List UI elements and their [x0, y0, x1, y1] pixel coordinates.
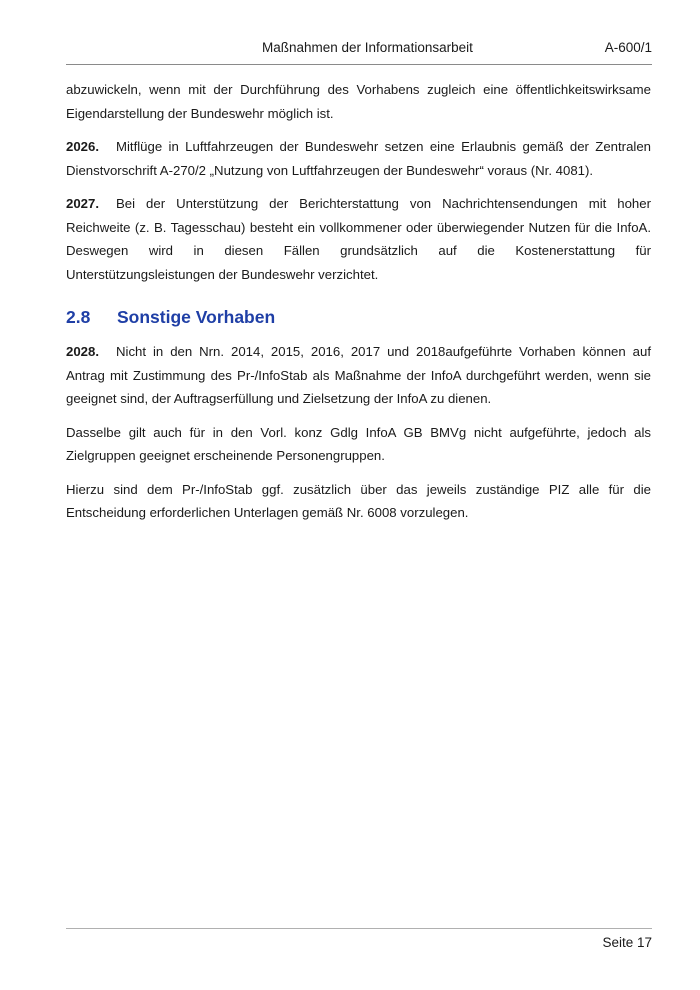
- header-title: Maßnahmen der Informationsarbeit: [262, 40, 473, 55]
- section-heading: [66, 305, 651, 329]
- paragraph-text: Hierzu sind dem Pr-/InfoStab ggf. zusätzlich über das jeweils zuständige PIZ alle für die Entscheidung erforderlichen Unterlagen gemäß Nr. 6008 vorzulegen.: [66, 481, 651, 520]
- paragraph-text: Nicht in den Nrn. 2014, 2015, 2016, 2017 und 2018aufgeführte Vorhaben können auf Antrag mit Zustimmung des Pr-/InfoStab als Maßnahme der InfoA durchgeführt werden, wenn sie geeignet sind, der Auftragserfüllung und Zielsetzung der InfoA zu dienen.: [66, 344, 651, 406]
- paragraph-number: 2028.: [66, 344, 100, 359]
- paragraph-text: Dasselbe gilt auch für in den Vorl. konz Gdlg InfoA GB BMVg nicht aufgeführte, jedoch als Zielgruppen geeignet erscheinende Personengruppen.: [66, 424, 651, 463]
- header-document-number: A-600/1: [604, 40, 652, 55]
- page-footer: [66, 928, 652, 950]
- paragraph-same-applies: [66, 421, 651, 468]
- page-header: [66, 38, 652, 65]
- paragraph-submission: [66, 478, 651, 525]
- document-body: [66, 78, 651, 535]
- paragraph-2028: [66, 340, 651, 411]
- paragraph-number: 2027.: [66, 196, 100, 211]
- paragraph-2026: [66, 135, 651, 182]
- paragraph-text: Mitflüge in Luftfahrzeugen der Bundeswehr setzen eine Erlaubnis gemäß der Zentralen Dienstvorschrift A-270/2 „Nutzung von Luftfahrzeugen der Bundeswehr“ voraus (Nr. 4081).: [66, 139, 651, 178]
- section-number: 2.8: [66, 307, 91, 327]
- paragraph-text: abzuwickeln, wenn mit der Durchführung des Vorhabens zugleich eine öffentlichkeitswirksame Eigendarstellung der Bundeswehr möglich ist.: [66, 82, 651, 121]
- page-number: Seite 17: [602, 935, 652, 950]
- section-title: Sonstige Vorhaben: [117, 307, 276, 327]
- paragraph-text: Bei der Unterstützung der Berichterstattung von Nachrichtensendungen mit hoher Reichweite (z. B. Tagesschau) besteht ein vollkommener oder überwiegender Nutzen für die InfoA. Deswegen wird in diesen Fällen grundsätzlich auf die Kostenerstattung für Unterstützungsleistungen der Bundeswehr verzichtet.: [66, 196, 651, 282]
- paragraph-continuation: [66, 78, 651, 125]
- paragraph-2027: [66, 192, 651, 286]
- paragraph-number: 2026.: [66, 139, 100, 154]
